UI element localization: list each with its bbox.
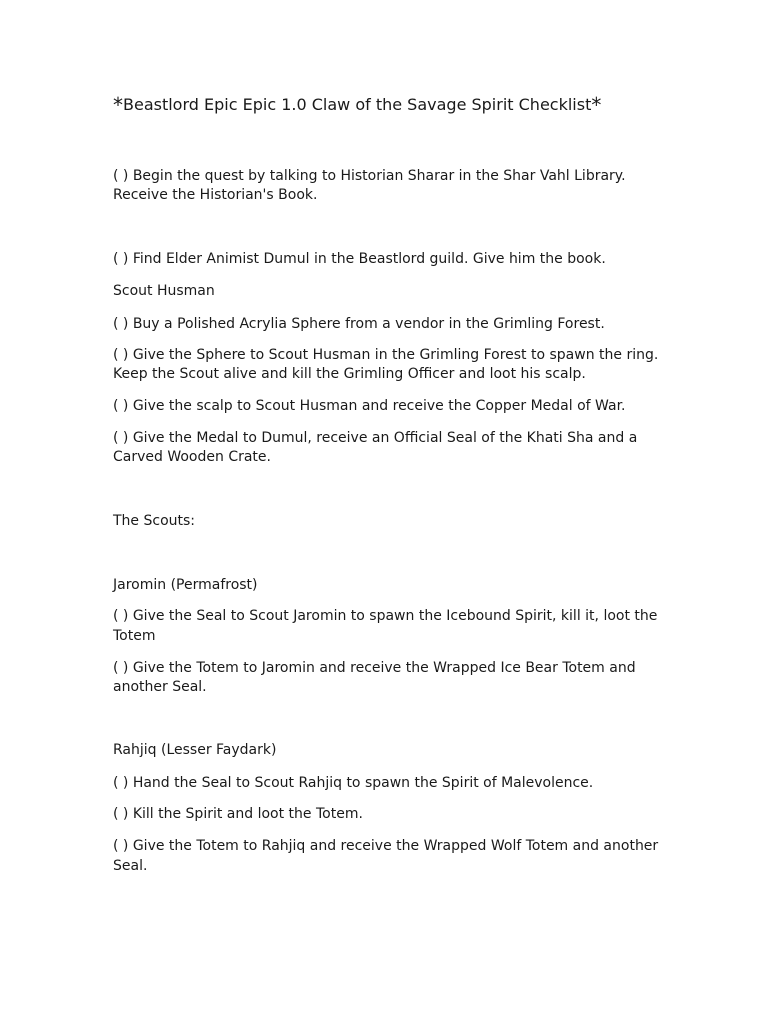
title-text: Beastlord Epic Epic 1.0 Claw of the Savage Spirit Checklist	[123, 95, 592, 114]
title-star-right: *	[591, 93, 602, 117]
section-heading-rahjiq: Rahjiq (Lesser Faydark)	[113, 742, 277, 758]
checklist-item-jaromin-seal: ( ) Give the Seal to Scout Jaromin to spawn the Icebound Spirit, kill it, loot the	[113, 608, 658, 624]
section-heading-jaromin: Jaromin (Permafrost)	[113, 577, 258, 593]
checklist-item-rahjiq-totem-cont: Seal.	[113, 858, 148, 874]
section-heading-scout-husman: Scout Husman	[113, 283, 215, 299]
checklist-item-rahjiq-totem: ( ) Give the Totem to Rahjiq and receive the Wrapped Wolf Totem and another	[113, 838, 659, 854]
checklist-item-give-medal-cont: Carved Wooden Crate.	[113, 449, 271, 465]
checklist-item-give-scalp: ( ) Give the scalp to Scout Husman and receive the Copper Medal of War.	[113, 398, 626, 414]
checklist-item-give-medal: ( ) Give the Medal to Dumul, receive an Official Seal of the Khati Sha and a	[113, 430, 638, 446]
checklist-item-find-dumul: ( ) Find Elder Animist Dumul in the Beastlord guild. Give him the book.	[113, 251, 606, 267]
checklist-item-rahjiq-seal: ( ) Hand the Seal to Scout Rahjiq to spawn the Spirit of Malevolence.	[113, 775, 594, 791]
checklist-item-talk-historian-cont: Receive the Historian's Book.	[113, 187, 318, 203]
checklist-item-kill-spirit: ( ) Kill the Spirit and loot the Totem.	[113, 806, 363, 822]
checklist-item-give-sphere-cont: Keep the Scout alive and kill the Grimling Officer and loot his scalp.	[113, 366, 586, 382]
section-heading-the-scouts: The Scouts:	[113, 513, 196, 529]
checklist-item-jaromin-totem: ( ) Give the Totem to Jaromin and receive the Wrapped Ice Bear Totem and	[113, 660, 636, 676]
checklist-item-jaromin-seal-cont: Totem	[113, 628, 156, 644]
checklist-item-give-sphere: ( ) Give the Sphere to Scout Husman in the Grimling Forest to spawn the ring.	[113, 347, 659, 363]
checklist-item-jaromin-totem-cont: another Seal.	[113, 679, 207, 695]
checklist-item-talk-historian: ( ) Begin the quest by talking to Historian Sharar in the Shar Vahl Library.	[113, 168, 626, 184]
checklist-item-buy-sphere: ( ) Buy a Polished Acrylia Sphere from a vendor in the Grimling Forest.	[113, 316, 605, 332]
title-star-left: *	[113, 93, 123, 117]
document-title	[113, 94, 673, 116]
